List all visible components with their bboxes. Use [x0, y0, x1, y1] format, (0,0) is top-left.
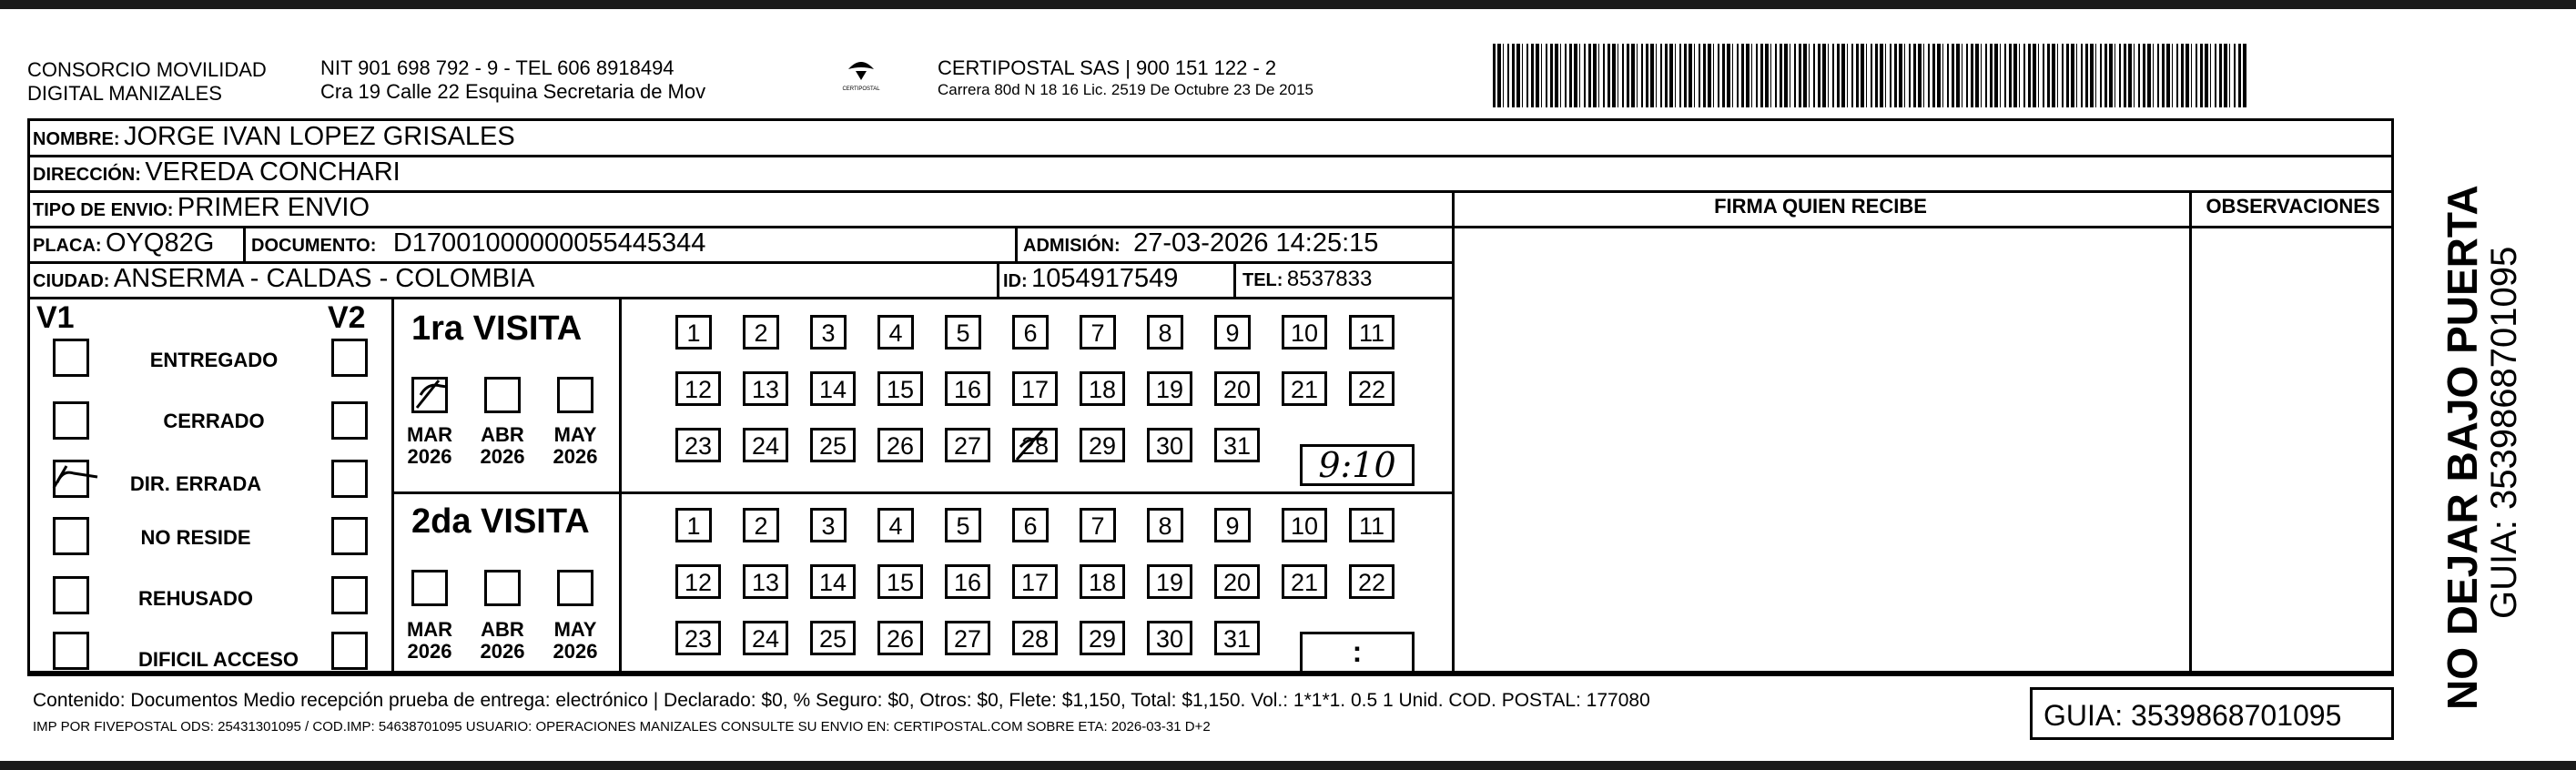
first-visit-month-may-box[interactable] [557, 377, 593, 413]
certipostal-info [938, 56, 1313, 100]
row-line [27, 674, 2394, 676]
month-label: MAY [553, 618, 597, 641]
second-visit-day-21[interactable]: 21 [1282, 564, 1327, 599]
logo-icon [843, 56, 879, 82]
second-visit-day-19[interactable]: 19 [1147, 564, 1192, 599]
side-text [2439, 127, 2523, 710]
second-visit-day-16[interactable]: 16 [945, 564, 990, 599]
first-visit-month-mar-box[interactable] [411, 377, 448, 413]
v1-label: V1 [36, 300, 75, 335]
side-guia: GUIA: 3539868701095 [2484, 246, 2524, 619]
first-visit-day-14[interactable]: 14 [810, 371, 856, 406]
company-info [320, 56, 705, 104]
second-visit-day-23[interactable]: 23 [675, 621, 721, 655]
first-visit-day-2[interactable]: 2 [743, 315, 779, 350]
first-visit-day-15[interactable]: 15 [877, 371, 923, 406]
documento-value: D17001000000055445344 [392, 228, 706, 258]
status-cerrado: CERRADO [163, 410, 265, 432]
company-name [27, 58, 267, 106]
row-line [27, 190, 2394, 193]
tel-row [1242, 264, 1372, 294]
second-visit-day-9[interactable]: 9 [1214, 508, 1251, 542]
first-visit-month-may [548, 424, 603, 468]
admision-value: 27-03-2026 14:25:15 [1133, 228, 1379, 258]
second-visit-day-14[interactable]: 14 [810, 564, 856, 599]
year-label: 2026 [407, 640, 452, 663]
second-visit-day-31[interactable]: 31 [1214, 621, 1260, 655]
v2-checkbox-rehusado[interactable] [331, 576, 368, 614]
second-visit-day-22[interactable]: 22 [1349, 564, 1394, 599]
company-line2: DIGITAL MANIZALES [27, 82, 222, 105]
v1-checkbox-no-reside[interactable] [53, 517, 89, 555]
year-label: 2026 [480, 445, 525, 468]
first-visit-day-1[interactable]: 1 [675, 315, 712, 350]
first-visit-day-17[interactable]: 17 [1012, 371, 1058, 406]
first-visit-month-abr-box[interactable] [484, 377, 521, 413]
col-line [997, 261, 999, 297]
visit-divider [391, 491, 1455, 494]
tipo-envio-value: PRIMER ENVIO [177, 193, 370, 222]
second-visit-month-may-box[interactable] [557, 570, 593, 606]
first-visit-day-23[interactable]: 23 [675, 428, 721, 462]
first-visit-day-8[interactable]: 8 [1147, 315, 1183, 350]
first-visit-day-21[interactable]: 21 [1282, 371, 1327, 406]
check-mark-icon [411, 377, 448, 413]
second-visit-day-13[interactable]: 13 [743, 564, 788, 599]
ciudad-value: ANSERMA - CALDAS - COLOMBIA [113, 264, 535, 293]
v2-checkbox-no-reside[interactable] [331, 517, 368, 555]
nombre-label: NOMBRE: [33, 129, 120, 149]
second-visit-day-2[interactable]: 2 [743, 508, 779, 542]
year-label: 2026 [480, 640, 525, 663]
first-visit-day-7[interactable]: 7 [1080, 315, 1116, 350]
status-dir-errada: DIR. ERRADA [129, 472, 262, 495]
certipostal-line2: Carrera 80d N 18 16 Lic. 2519 De Octubre 23 De 2015 [938, 81, 1313, 98]
first-visit-day-27[interactable]: 27 [945, 428, 990, 462]
check-mark-icon [1011, 427, 1057, 463]
first-visit-month-mar [402, 424, 457, 468]
first-visit-day-19[interactable]: 19 [1147, 371, 1192, 406]
first-visit-day-9[interactable]: 9 [1214, 315, 1251, 350]
id-label: ID: [1003, 271, 1028, 291]
observaciones-label: OBSERVACIONES [2206, 195, 2380, 218]
direccion-row [33, 157, 401, 187]
direccion-value: VEREDA CONCHARI [145, 157, 401, 187]
second-visit-month-abr [475, 619, 530, 663]
top-edge [0, 0, 2576, 9]
second-visit-day-8[interactable]: 8 [1147, 508, 1183, 542]
nombre-value: JORGE IVAN LOPEZ GRISALES [124, 122, 515, 151]
col-line [1015, 226, 1018, 261]
first-visit-day-16[interactable]: 16 [945, 371, 990, 406]
first-visit-title: 1ra VISITA [411, 309, 583, 348]
second-visit-day-3[interactable]: 3 [810, 508, 847, 542]
tipo-envio-row [33, 193, 370, 223]
first-visit-day-6[interactable]: 6 [1012, 315, 1049, 350]
first-visit-day-30[interactable]: 30 [1147, 428, 1192, 462]
second-visit-month-abr-box[interactable] [484, 570, 521, 606]
month-label: ABR [481, 423, 524, 446]
second-visit-day-30[interactable]: 30 [1147, 621, 1192, 655]
tel-value: 8537833 [1286, 267, 1373, 291]
first-visit-day-31[interactable]: 31 [1214, 428, 1260, 462]
v1-checkbox-cerrado[interactable] [53, 401, 89, 440]
status-entregado: ENTREGADO [149, 349, 279, 371]
status-no-reside: NO RESIDE [140, 526, 251, 549]
first-visit-day-13[interactable]: 13 [743, 371, 788, 406]
certipostal-logo [836, 56, 887, 102]
year-label: 2026 [553, 445, 598, 468]
documento-row [251, 228, 705, 258]
v2-checkbox-cerrado[interactable] [331, 401, 368, 440]
month-label: MAR [406, 423, 453, 446]
month-label: MAY [553, 423, 597, 446]
barcode [1493, 44, 2248, 107]
ciudad-label: CIUDAD: [33, 271, 110, 291]
second-visit-day-26[interactable]: 26 [877, 621, 923, 655]
col-line [1452, 190, 1455, 674]
second-visit-day-28[interactable]: 28 [1012, 621, 1058, 655]
first-visit-day-26[interactable]: 26 [877, 428, 923, 462]
first-visit-day-4[interactable]: 4 [877, 315, 914, 350]
second-visit-day-7[interactable]: 7 [1080, 508, 1116, 542]
first-visit-day-12[interactable]: 12 [675, 371, 721, 406]
second-visit-time-box[interactable] [1300, 632, 1415, 674]
col-line [243, 226, 246, 261]
first-visit-day-18[interactable]: 18 [1080, 371, 1125, 406]
company-line1: CONSORCIO MOVILIDAD [27, 58, 267, 81]
second-visit-month-may [548, 619, 603, 663]
second-visit-month-mar [402, 619, 457, 663]
second-visit-time: : [1352, 635, 1363, 668]
v1-checkbox-entregado[interactable] [53, 339, 89, 377]
v2-checkbox-dir-errada[interactable] [331, 460, 368, 498]
id-value: 1054917549 [1031, 264, 1179, 293]
second-visit-month-mar-box[interactable] [411, 570, 448, 606]
v1-checkbox-rehusado[interactable] [53, 576, 89, 614]
bottom-edge [0, 761, 2576, 770]
month-label: ABR [481, 618, 524, 641]
tipo-envio-label: TIPO DE ENVIO: [33, 200, 174, 220]
second-visit-day-20[interactable]: 20 [1214, 564, 1260, 599]
month-label: MAR [406, 618, 453, 641]
first-visit-day-3[interactable]: 3 [810, 315, 847, 350]
col-line [1233, 261, 1236, 297]
first-visit-day-11[interactable]: 11 [1349, 315, 1394, 350]
placa-label: PLACA: [33, 236, 102, 256]
col-line [391, 297, 394, 674]
address-line: Cra 19 Calle 22 Esquina Secretaria de Mov [320, 80, 706, 103]
placa-value: OYQ82G [106, 228, 215, 258]
first-visit-time-box[interactable] [1300, 444, 1415, 486]
second-visit-day-5[interactable]: 5 [945, 508, 981, 542]
footer-contenido: Contenido: Documentos Medio recepción prueba de entrega: electrónico | Declarado: $0, % Seguro: $0, Otros: $0, Flete: $1,150, Total: $1,150. Vol.: 1*1*1. 0.5 1 Unid. COD. POSTAL: 177080 [33, 690, 1650, 711]
first-visit-day-5[interactable]: 5 [945, 315, 981, 350]
first-visit-day-20[interactable]: 20 [1214, 371, 1260, 406]
placa-row [33, 228, 214, 258]
second-visit-day-11[interactable]: 11 [1349, 508, 1394, 542]
first-visit-day-10[interactable]: 10 [1282, 315, 1327, 350]
v1-checkbox-dificil-acceso[interactable] [53, 632, 89, 670]
first-visit-day-22[interactable]: 22 [1349, 371, 1394, 406]
documento-label: DOCUMENTO: [251, 236, 377, 256]
col-line [2189, 190, 2192, 674]
tel-label: TEL: [1242, 270, 1283, 290]
second-visit-title: 2da VISITA [411, 502, 590, 541]
second-visit-day-25[interactable]: 25 [810, 621, 856, 655]
second-visit-day-15[interactable]: 15 [877, 564, 923, 599]
nit-line: NIT 901 698 792 - 9 - TEL 606 8918494 [320, 56, 674, 79]
first-visit-day-24[interactable]: 24 [743, 428, 788, 462]
certipostal-line1: CERTIPOSTAL SAS | 900 151 122 - 2 [938, 56, 1277, 79]
row-line [27, 297, 1455, 299]
second-visit-day-10[interactable]: 10 [1282, 508, 1327, 542]
status-rehusado: REHUSADO [138, 587, 253, 610]
second-visit-day-1[interactable]: 1 [675, 508, 712, 542]
year-label: 2026 [407, 445, 452, 468]
first-visit-time: 9:10 [1318, 445, 1396, 485]
firma-label: FIRMA QUIEN RECIBE [1714, 195, 1927, 218]
direccion-label: DIRECCIÓN: [33, 165, 141, 185]
ciudad-row [33, 264, 534, 294]
second-visit-day-24[interactable]: 24 [743, 621, 788, 655]
admision-label: ADMISIÓN: [1023, 236, 1121, 256]
status-dificil-acceso: DIFICIL ACCESO [137, 648, 299, 671]
first-visit-day-29[interactable]: 29 [1080, 428, 1125, 462]
v2-label: V2 [328, 300, 366, 335]
admision-row [1023, 228, 1378, 258]
v2-checkbox-dificil-acceso[interactable] [331, 632, 368, 670]
second-visit-day-18[interactable]: 18 [1080, 564, 1125, 599]
id-row [1003, 264, 1178, 294]
second-visit-day-12[interactable]: 12 [675, 564, 721, 599]
v1-checkbox-dir-errada[interactable] [53, 460, 89, 498]
nombre-row [33, 122, 515, 152]
second-visit-day-17[interactable]: 17 [1012, 564, 1058, 599]
year-label: 2026 [553, 640, 598, 663]
footer-imp-line: IMP POR FIVEPOSTAL ODS: 25431301095 / COD.IMP: 54638701095 USUARIO: OPERACIONES MANIZALES CONSULTE SU ENVIO EN: CERTIPOSTAL.COM SOBRE ETA: 2026-03-31 D+2 [33, 719, 1211, 735]
side-warning: NO DEJAR BAJO PUERTA [2439, 185, 2486, 710]
first-visit-month-abr [475, 424, 530, 468]
first-visit-day-28[interactable]: 28 [1012, 428, 1058, 462]
first-visit-day-25[interactable]: 25 [810, 428, 856, 462]
col-line [619, 297, 622, 674]
second-visit-day-27[interactable]: 27 [945, 621, 990, 655]
logo-text: CERTIPOSTAL [842, 86, 880, 92]
v2-checkbox-entregado[interactable] [331, 339, 368, 377]
second-visit-day-29[interactable]: 29 [1080, 621, 1125, 655]
second-visit-day-4[interactable]: 4 [877, 508, 914, 542]
second-visit-day-6[interactable]: 6 [1012, 508, 1049, 542]
footer-guia: GUIA: 3539868701095 [2044, 699, 2342, 732]
